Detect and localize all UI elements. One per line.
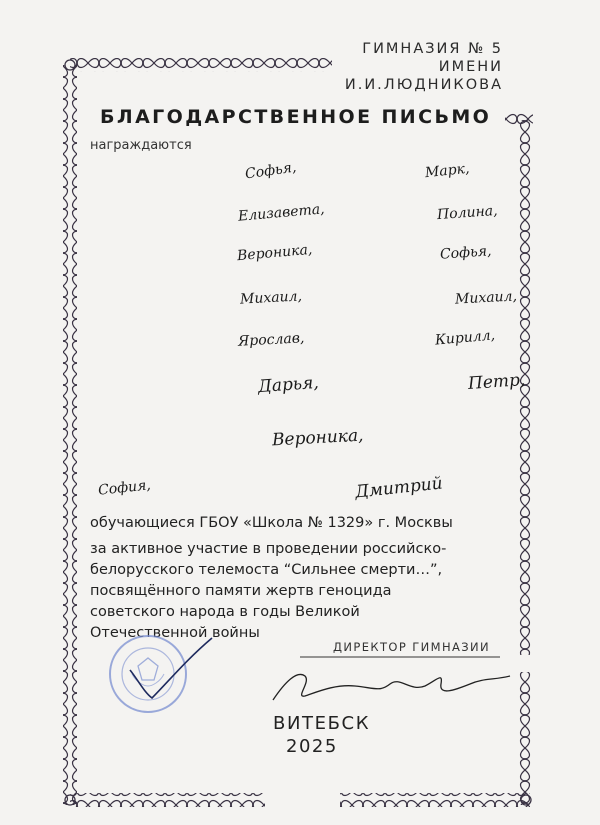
handwritten-name: Дарья, — [257, 372, 320, 398]
school-name-line2: ИМЕНИ — [438, 59, 503, 75]
director-label: ДИРЕКТОР ГИМНАЗИИ — [333, 640, 491, 654]
body-text-line: обучающиеся ГБОУ «Школа № 1329» г. Москвы — [90, 515, 453, 531]
handwritten-name: Софья, — [244, 159, 298, 183]
handwritten-name: Елизавета, — [237, 201, 326, 225]
handwritten-name: Дмитрий — [354, 473, 444, 503]
handwritten-name: Петр, — [467, 370, 526, 394]
city: ВИТЕБСК — [273, 713, 371, 734]
handwritten-name: Кирилл, — [434, 327, 496, 349]
signature-checkmark — [120, 630, 220, 710]
awarded-label: награждаются — [90, 138, 192, 153]
body-text-line: за активное участие в проведении российско- — [90, 541, 447, 557]
school-name — [345, 40, 503, 94]
body-text-line: советского народа в годы Великой — [90, 604, 360, 620]
handwritten-name: Михаил, — [454, 288, 518, 308]
handwritten-name: Ярослав, — [237, 330, 305, 350]
school-name-line3: И.И.ЛЮДНИКОВА — [344, 77, 503, 93]
handwritten-name: Вероника, — [271, 425, 364, 451]
handwritten-name: Михаил, — [239, 288, 303, 308]
document-title: БЛАГОДАРСТВЕННОЕ ПИСЬМО — [96, 106, 495, 128]
school-name-line1: ГИМНАЗИЯ № 5 — [362, 41, 503, 57]
year: 2025 — [286, 736, 338, 757]
handwritten-name: Марк, — [424, 160, 471, 182]
handwritten-name: София, — [97, 477, 152, 499]
handwritten-name: Вероника, — [236, 241, 313, 265]
handwritten-name: Софья, — [439, 243, 492, 263]
handwritten-name: Полина, — [436, 202, 499, 224]
body-text-line: Отечественной войны — [90, 625, 260, 641]
body-text-line: белорусского телемоста “Сильнее смерти…”, — [90, 562, 443, 578]
body-text-line: посвящённого памяти жертв геноцида — [90, 583, 392, 599]
